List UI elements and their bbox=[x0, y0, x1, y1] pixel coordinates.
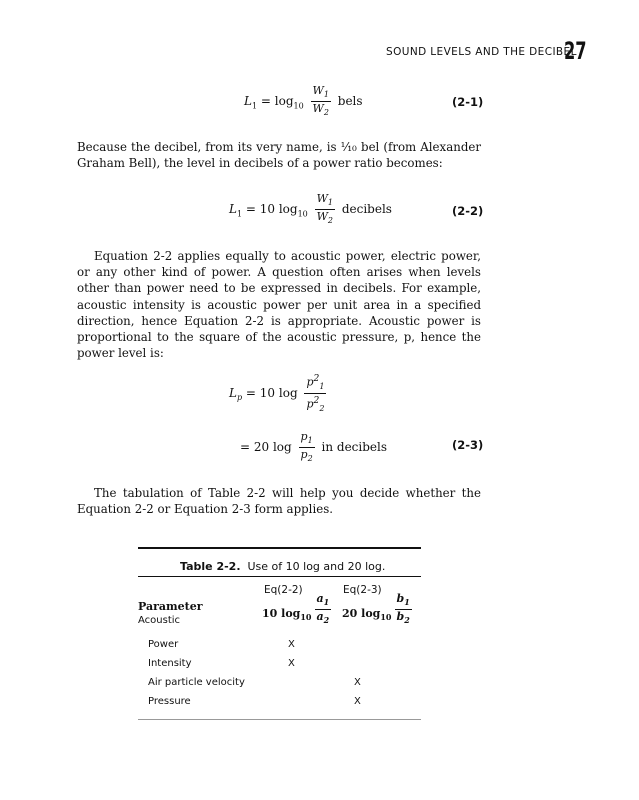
table-col1-header: Parameter bbox=[138, 600, 203, 613]
paragraph-2: Equation 2-2 applies equally to acoustic power, electric power, or any other kind of power. A question often arises when levels other than power need to be expressed in decibels. For example, acoustic intensity is acoustic power per unit area in a specified direction, hence Equation 2-2 is appropriate. Acoustic power is proportional to the square of the acoustic pressure, p, hence the power level is: bbox=[77, 249, 481, 361]
table-row: Power bbox=[148, 639, 179, 650]
table-col3-header-formula: 20 $\log_{10}$ $\frac{b_1}{b_2}$ bbox=[342, 592, 410, 626]
table-row: Intensity bbox=[148, 658, 192, 669]
equation-2-3-part-a: $L_p = 10$ log $\frac{p^2_1}{p^2_2}$ bbox=[229, 373, 325, 413]
table-row: Pressure bbox=[148, 696, 191, 707]
table-header-rule bbox=[138, 576, 421, 577]
equation-2-2: $L_1 = 10$ $\log_{10}$ $\frac{W_1}{W_2}$ decibels bbox=[229, 192, 392, 226]
table-cell-mark: X bbox=[288, 658, 295, 669]
paragraph-3: The tabulation of Table 2-2 will help you decide whether the Equation 2-2 or Equation 2-3 form applies. bbox=[77, 486, 481, 517]
equation-number-2-1: (2-1) bbox=[452, 95, 484, 109]
equation-number-2-3: (2-3) bbox=[452, 438, 484, 452]
table-cell-mark: X bbox=[354, 677, 361, 688]
table-caption: Table 2-2. Use of 10 log and 20 log. bbox=[180, 560, 386, 573]
table-col2-header-top: Eq(2-2) bbox=[264, 584, 303, 596]
running-header: SOUND LEVELS AND THE DECIBEL bbox=[386, 46, 577, 58]
fraction: $\frac{a_1}{a_2}$ bbox=[316, 592, 330, 626]
table-bottom-rule bbox=[138, 719, 421, 720]
page-number: 27 bbox=[564, 37, 587, 65]
table-cell-mark: X bbox=[288, 639, 295, 650]
fraction: $\frac{p^2_1}{p^2_2}$ bbox=[306, 373, 325, 413]
table-top-rule bbox=[138, 547, 421, 549]
fraction: $\frac{W_1}{W_2}$ bbox=[312, 84, 329, 118]
fraction: $\frac{W_1}{W_2}$ bbox=[316, 192, 334, 226]
equation-2-3-part-b: = 20 log $\frac{p_1}{p_2}$ in decibels bbox=[240, 430, 388, 464]
table-row: Air particle velocity bbox=[148, 677, 245, 688]
paragraph-1: Because the decibel, from its very name, is ⅒ bel (from Alexander Graham Bell), the level in decibels of a power ratio becomes: bbox=[77, 140, 481, 171]
table-col3-header-top: Eq(2-3) bbox=[343, 584, 382, 596]
table-cell-mark: X bbox=[354, 696, 361, 707]
equation-number-2-2: (2-2) bbox=[452, 204, 484, 218]
fraction: $\frac{b_1}{b_2}$ bbox=[396, 592, 410, 626]
table-group-label: Acoustic bbox=[138, 615, 181, 626]
table-col2-header-formula: 10 $\log_{10}$ $\frac{a_1}{a_2}$ bbox=[262, 592, 330, 626]
fraction: $\frac{p_1}{p_2}$ bbox=[300, 430, 313, 464]
equation-2-1: $L_1 = \log_{10}$ $\frac{W_1}{W_2}$ bels bbox=[244, 84, 363, 118]
